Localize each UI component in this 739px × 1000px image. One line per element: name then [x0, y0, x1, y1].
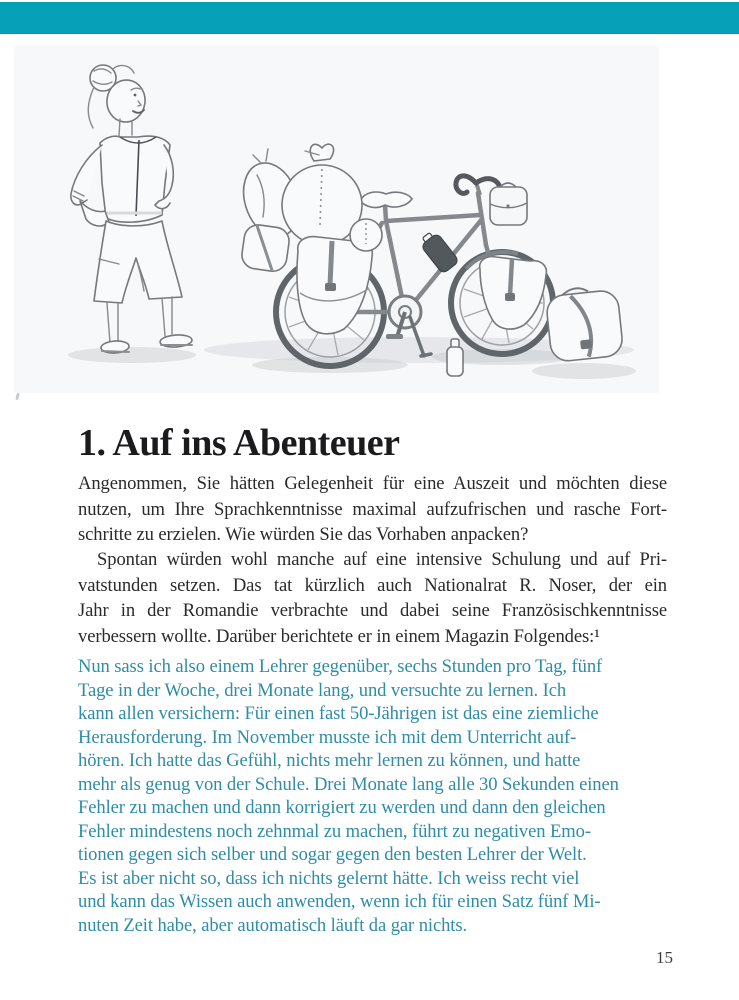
text-line: verbessern wollte. Darüber berichtete er in einem Magazin Folgendes:¹	[78, 625, 600, 647]
woman-figure	[71, 65, 193, 354]
illustration-sketch	[14, 45, 659, 393]
text-line: und kann das Wissen auch anwenden, wenn ich für einen Satz fünf Mi-	[78, 891, 601, 912]
small-pouch	[350, 219, 382, 251]
magazine-quote-block	[78, 655, 667, 937]
body-paragraph-2	[78, 547, 667, 649]
text-line: Herausforderung. Im November musste ich mit dem Unterricht auf-	[78, 726, 577, 748]
text-line: hören. Ich hatte das Gefühl, nichts mehr lernen zu können, und hatte	[78, 750, 581, 771]
chapter-illustration	[14, 45, 659, 393]
page-number: 15	[656, 948, 673, 967]
top-bundle	[282, 144, 362, 245]
text-line: nutzen, um Ihre Sprachkenntnisse maximal aufzufrischen und rasche Fort-	[78, 498, 667, 520]
ground-duffel	[545, 284, 624, 362]
text-line: mehr als genug von der Schule. Drei Monate lang alle 30 Sekunden einen	[78, 773, 619, 795]
body-paragraph-1	[78, 471, 667, 548]
text-line: Fehler zu machen und dann korrigiert zu werden und dann den gleichen	[78, 797, 606, 818]
text-line: Fehler mindestens noch zehnmal zu machen, führt zu negativen Emo-	[78, 820, 591, 842]
text-line: tionen gegen sich selber und sogar gegen den besten Lehrer der Welt.	[78, 844, 587, 865]
rear-pannier	[297, 237, 372, 334]
text-line: Jahr in der Romandie verbrachte und dabei seine Französischkenntnisse	[78, 600, 667, 621]
text-line: schritte zu erzielen. Wie würden Sie das Vorhaben anpacken?	[78, 524, 529, 545]
text-line: kann allen versichern: Für einen fast 50-Jährigen ist das eine ziemliche	[78, 703, 599, 724]
chapter-color-bar	[0, 2, 739, 34]
text-line: nuten Zeit habe, aber automatisch läuft da gar nichts.	[78, 914, 468, 936]
text-line: Es ist aber nicht so, dass ich nichts gelernt hätte. Ich weiss recht viel	[78, 867, 580, 889]
text-line: Tage in der Woche, drei Monate lang, und versuchte zu lernen. Ich	[78, 679, 567, 701]
text-line: Spontan würden wohl manche auf eine intensive Schulung und auf Pri-	[97, 549, 667, 570]
text-line: Angenommen, Sie hätten Gelegenheit für eine Auszeit und möchten diese	[78, 473, 667, 494]
pencil-smudge-artifact	[15, 393, 20, 401]
left-side-bag	[240, 223, 291, 273]
text-line: Nun sass ich also einem Lehrer gegenüber, sechs Stunden pro Tag, fünf	[78, 656, 603, 677]
front-pannier	[480, 257, 547, 329]
handlebar-bag	[490, 183, 527, 225]
text-line: vatstunden setzen. Das tat kürzlich auch Nationalrat R. Noser, der ein	[78, 574, 667, 596]
chapter-title: 1. Auf ins Abenteuer	[78, 422, 400, 465]
